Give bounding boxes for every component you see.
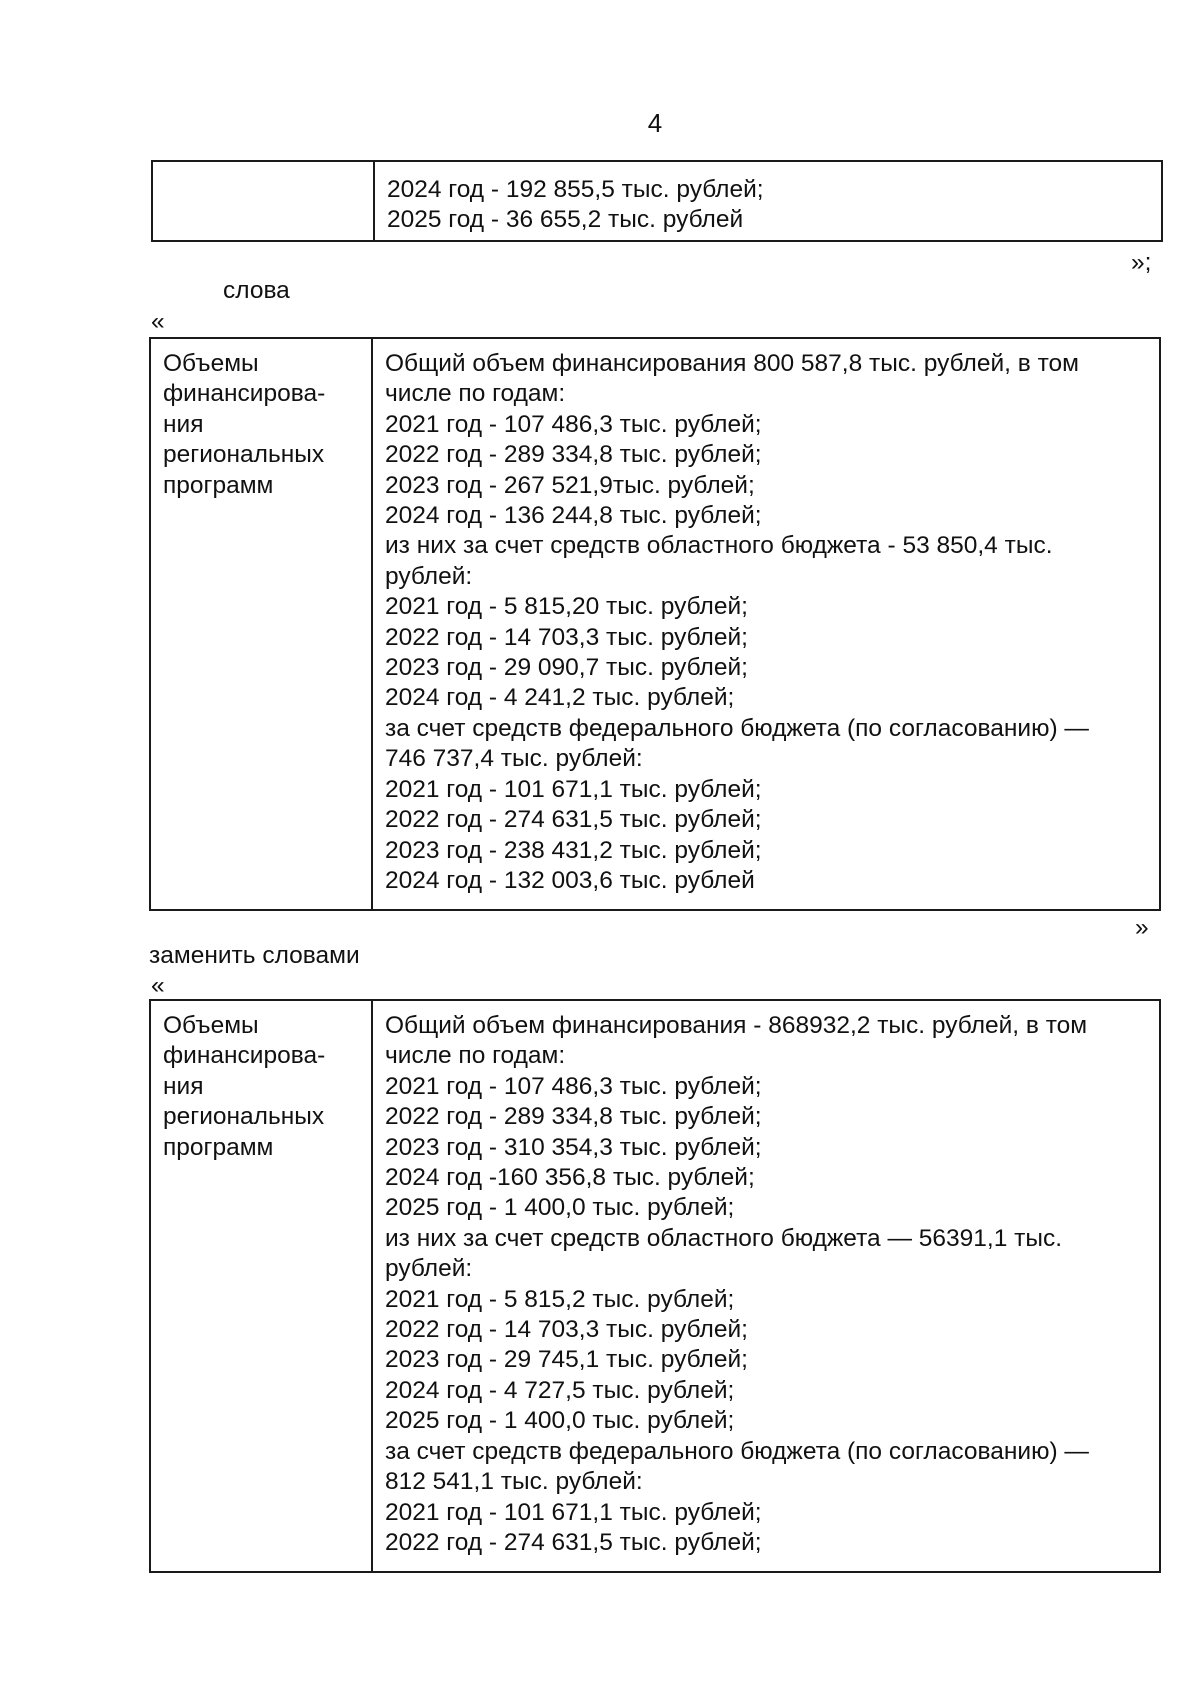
text-line: 746 737,4 тыс. рублей: <box>385 745 643 773</box>
text-line: финансирова- <box>163 1042 326 1070</box>
text-line: Общий объем финансирования 800 587,8 тыс. рублей, в том <box>385 350 1079 377</box>
cell-lines <box>151 339 371 501</box>
text-line: 2023 год - 29 090,7 тыс. рублей; <box>385 654 748 682</box>
text-line: 2023 год - 267 521,9тыс. рублей; <box>385 471 755 499</box>
text-line: рублей: <box>385 562 473 590</box>
text-line: ния <box>163 1072 204 1100</box>
text-line: финансирова- <box>163 380 326 408</box>
text-line: из них за счет средств областного бюджета - 53 850,4 тыс. <box>385 532 1053 560</box>
cell-lines <box>375 162 1161 236</box>
text-line: Объемы <box>163 350 259 377</box>
opening-quote: « <box>151 308 165 335</box>
text-line: за счет средств федерального бюджета (по согласованию) — <box>385 1437 1089 1465</box>
text-line: 2025 год - 36 655,2 тыс. рублей <box>387 206 744 234</box>
table-cell-content <box>374 161 1162 241</box>
opening-quote: « <box>151 972 165 999</box>
text-line: 2023 год - 310 354,3 тыс. рублей; <box>385 1133 762 1161</box>
text-line: ния <box>163 410 204 438</box>
text-line: 2024 год - 4 241,2 тыс. рублей; <box>385 684 735 712</box>
table-continued <box>151 160 1163 242</box>
text-line: 2022 год - 14 703,3 тыс. рублей; <box>385 1316 748 1344</box>
text-line: 2022 год - 289 334,8 тыс. рублей; <box>385 1103 762 1131</box>
text-line: 2021 год - 5 815,2 тыс. рублей; <box>385 1285 735 1313</box>
cell-lines <box>373 1001 1159 1558</box>
table-cell-content <box>372 1000 1160 1572</box>
text-line: 2023 год - 238 431,2 тыс. рублей; <box>385 836 762 864</box>
text-line: 2021 год - 5 815,20 тыс. рублей; <box>385 593 748 621</box>
page-number: 4 <box>647 108 663 138</box>
text-line: 2021 год - 101 671,1 тыс. рублей; <box>385 775 762 803</box>
text-line: 2024 год - 132 003,6 тыс. рублей <box>385 866 755 894</box>
text-line: из них за счет средств областного бюджета — 56391,1 тыс. <box>385 1224 1063 1252</box>
cell-lines <box>151 1001 371 1163</box>
text-line: 2024 год - 4 727,5 тыс. рублей; <box>385 1376 735 1404</box>
text-line: 2022 год - 289 334,8 тыс. рублей; <box>385 441 762 469</box>
text-line: числе по годам: <box>385 1042 566 1070</box>
text-line: 2024 год -160 356,8 тыс. рублей; <box>385 1164 755 1192</box>
text-line: региональных <box>163 1103 325 1131</box>
table-cell-label <box>150 338 372 910</box>
text-line: 2021 год - 107 486,3 тыс. рублей; <box>385 410 762 438</box>
text-line: 2022 год - 274 631,5 тыс. рублей; <box>385 1528 762 1556</box>
closing-quote: » <box>1135 914 1149 941</box>
text-line: 2025 год - 1 400,0 тыс. рублей; <box>385 1407 735 1435</box>
instruction-word: слова <box>223 277 290 304</box>
cell-lines <box>373 339 1159 896</box>
instruction-word: заменить словами <box>149 942 360 969</box>
text-line: 2025 год - 1 400,0 тыс. рублей; <box>385 1194 735 1222</box>
text-line: 2021 год - 107 486,3 тыс. рублей; <box>385 1072 762 1100</box>
table-row <box>150 338 1160 910</box>
cell-label-text <box>153 162 373 172</box>
table-old-wording <box>149 337 1161 911</box>
text-line: 2024 год - 192 855,5 тыс. рублей; <box>387 176 764 203</box>
table-cell-label <box>152 161 374 241</box>
table-row <box>152 161 1162 241</box>
text-line: программ <box>163 471 274 499</box>
table-cell-label <box>150 1000 372 1572</box>
text-line: программ <box>163 1133 274 1161</box>
text-line: региональных <box>163 441 325 469</box>
closing-quote: »; <box>1131 249 1152 276</box>
text-line: Общий объем финансирования - 868932,2 тыс. рублей, в том <box>385 1012 1088 1039</box>
text-line: Объемы <box>163 1012 259 1039</box>
text-line: рублей: <box>385 1255 473 1283</box>
text-line: за счет средств федерального бюджета (по согласованию) — <box>385 714 1089 742</box>
table-new-wording <box>149 999 1161 1573</box>
text-line: числе по годам: <box>385 380 566 408</box>
text-line: 2021 год - 101 671,1 тыс. рублей; <box>385 1498 762 1526</box>
text-line: 2024 год - 136 244,8 тыс. рублей; <box>385 502 762 530</box>
text-line: 812 541,1 тыс. рублей: <box>385 1468 643 1496</box>
text-line: 2022 год - 274 631,5 тыс. рублей; <box>385 806 762 834</box>
text-line: 2022 год - 14 703,3 тыс. рублей; <box>385 623 748 651</box>
table-cell-content <box>372 338 1160 910</box>
text-line: 2023 год - 29 745,1 тыс. рублей; <box>385 1346 748 1374</box>
table-row <box>150 1000 1160 1572</box>
